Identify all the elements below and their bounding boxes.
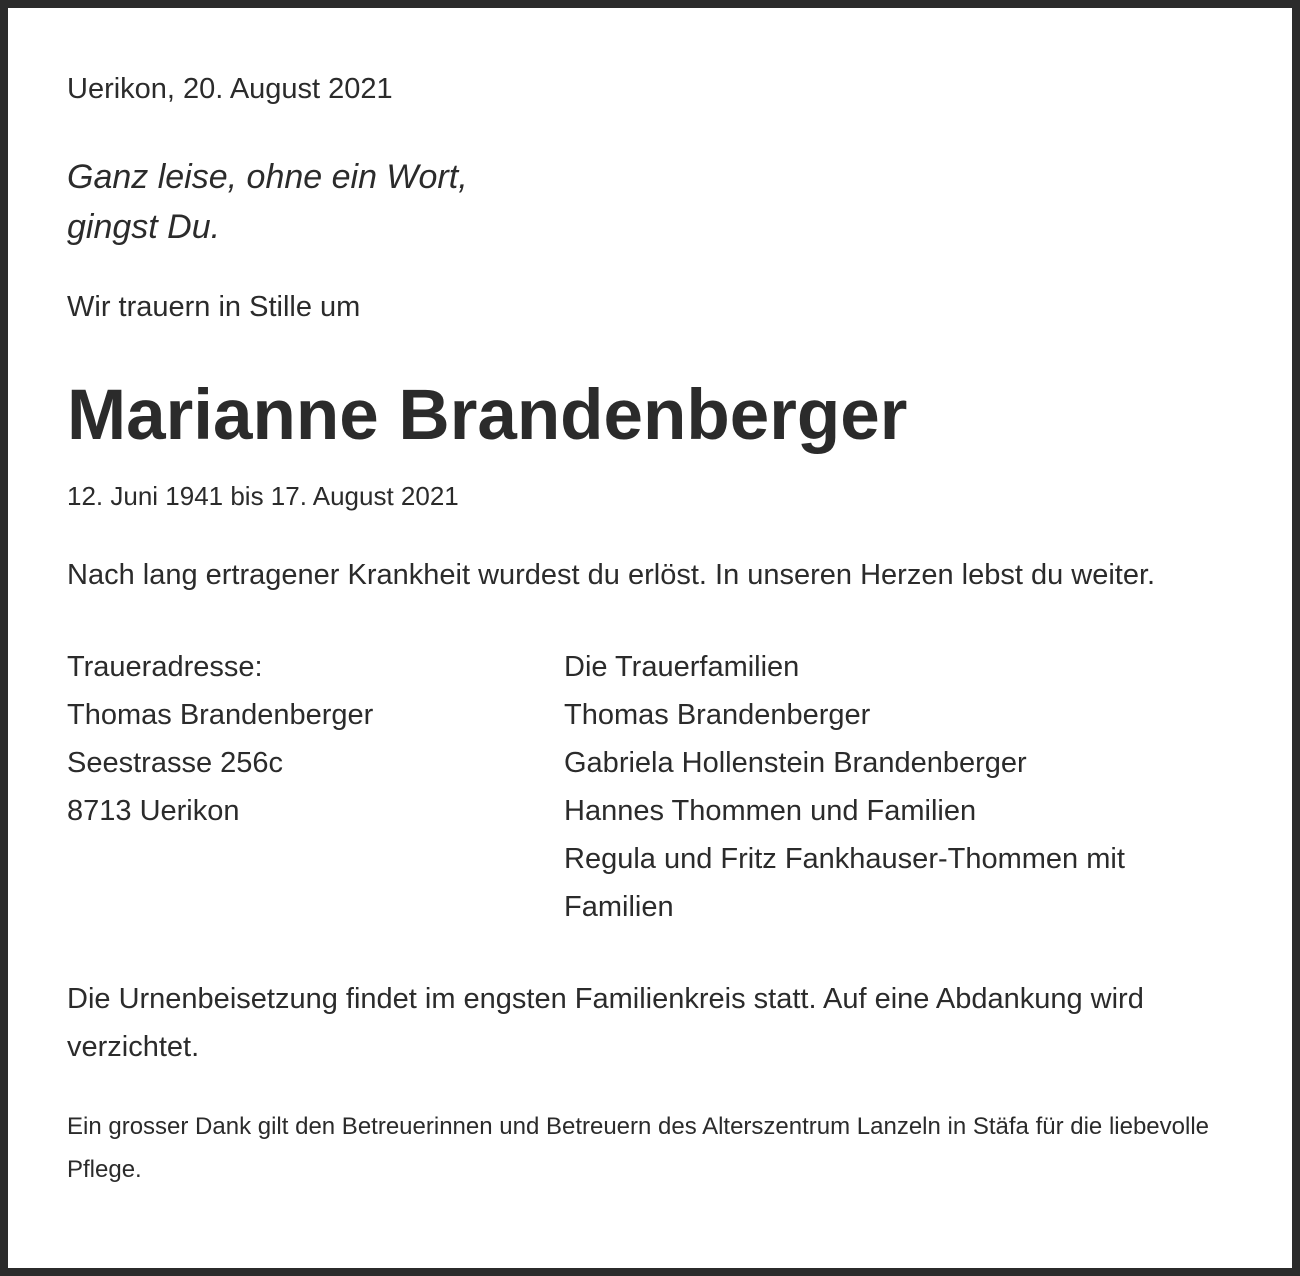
family-line: Hannes Thommen und Familien: [564, 795, 977, 827]
address-line: Thomas Brandenberger: [67, 699, 374, 731]
place-date: Uerikon, 20. August 2021: [67, 73, 393, 105]
mourning-address: [67, 643, 373, 835]
thanks-note: Ein grosser Dank gilt den Betreuerinnen und Betreuern des Alterszentrum Lanzeln in Stäfa für die liebevolle Pflege.: [67, 1113, 1210, 1183]
intro-text: Wir trauern in Stille um: [67, 291, 361, 323]
motto: [67, 152, 468, 252]
address-heading: Traueradresse:: [67, 651, 263, 683]
family-heading: Die Trauerfamilien: [564, 651, 800, 683]
address-line: Seestrasse 256c: [67, 747, 284, 779]
motto-line: Ganz leise, ohne ein Wort,: [67, 158, 468, 196]
life-dates: 12. Juni 1941 bis 17. August 2021: [67, 481, 459, 511]
family-line: Thomas Brandenberger: [564, 699, 871, 731]
mourning-families: [564, 643, 1224, 931]
burial-notice: Die Urnenbeisetzung findet im engsten Familienkreis statt. Auf eine Abdankung wird verzichtet.: [67, 983, 1144, 1063]
family-line: Regula und Fritz Fankhauser-Thommen mit: [564, 843, 1125, 875]
address-line: 8713 Uerikon: [67, 795, 240, 827]
memorial-message: Nach lang ertragener Krankheit wurdest du erlöst. In unseren Herzen lebst du weiter.: [67, 559, 1156, 591]
deceased-name: Marianne Brandenberger: [67, 376, 908, 455]
motto-line: gingst Du.: [67, 208, 221, 246]
family-line: Gabriela Hollenstein Brandenberger: [564, 747, 1027, 779]
family-line: Familien: [564, 891, 674, 923]
